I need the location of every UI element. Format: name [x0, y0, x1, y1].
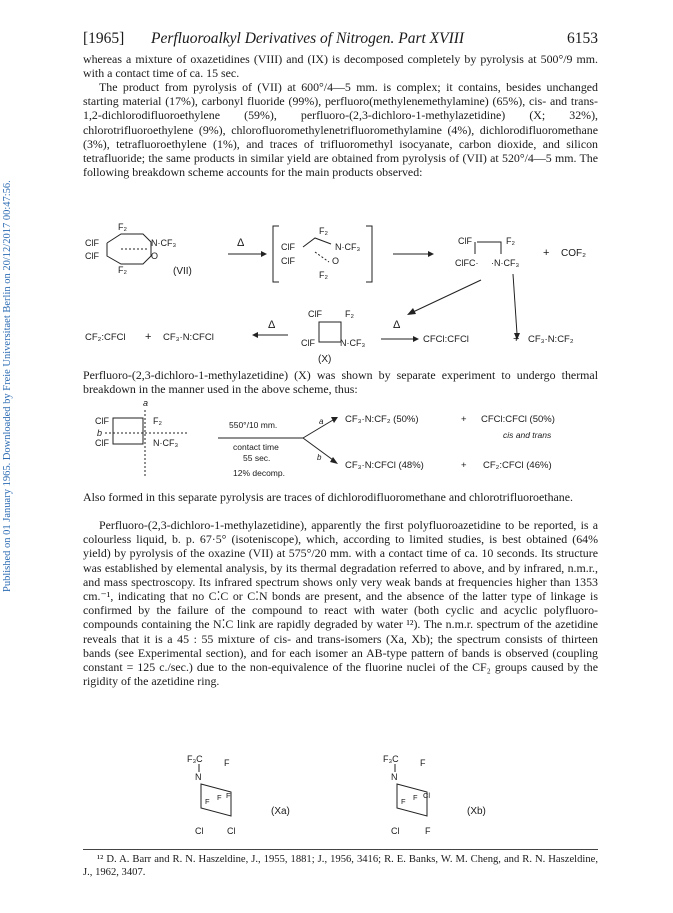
xb-f3c: F₃C — [383, 754, 399, 764]
s2-ncf3: N·CF₃ — [153, 438, 179, 448]
xa-cl-1: Cl — [195, 826, 204, 836]
condition-time: 55 sec. — [243, 453, 271, 463]
transition-state — [273, 226, 372, 282]
atom-clf-1: ClF — [85, 238, 99, 248]
xb-cl-top: Cl — [423, 791, 431, 800]
ts-clf-2: ClF — [281, 256, 295, 266]
compound-label-xa: (Xa) — [271, 806, 290, 817]
isomer-xb-structure — [383, 754, 486, 836]
xb-f-2: F — [413, 793, 418, 802]
path-a-label: a — [143, 398, 149, 408]
product-a2-note: cis and trans — [503, 430, 552, 440]
paragraph-1: whereas a mixture of oxazetidines (VIII) and (IX) is decomposed completely by pyrolysis at 500°/9 mm. with a contact time of ca. 15 sec. — [83, 52, 598, 81]
xa-n: N — [195, 772, 202, 782]
xa-f-top: F — [224, 758, 230, 768]
compound-label-x: (X) — [318, 354, 332, 365]
bi-clfc: ClFC· — [455, 258, 479, 268]
product-b2: CF₂:CFCl (46%) — [483, 460, 552, 471]
atom-clf-2: ClF — [85, 251, 99, 261]
isomer-xa-structure — [187, 754, 290, 836]
atom-f2-top: F₂ — [118, 222, 127, 232]
running-title: Perfluoroalkyl Derivatives of Nitrogen. Part XVIII — [151, 30, 465, 47]
plus-a: + — [461, 414, 467, 425]
atom-ncf3: N·CF₃ — [151, 238, 177, 248]
ts-ncf3: N·CF₃ — [335, 242, 361, 252]
xa-f-2: F — [217, 793, 222, 802]
publication-sidebar-link[interactable]: Published on 01 January 1965. Downloaded by Freie Universitaet Berlin on 20/12/2017 00:47:56. — [2, 180, 13, 592]
breakdown-scheme — [83, 222, 598, 372]
product-cfclcfcl: CFCl:CFCl — [423, 334, 469, 345]
running-header — [83, 30, 598, 52]
x-ncf3: N·CF₃ — [340, 338, 366, 348]
ts-o: O — [332, 256, 340, 266]
atom-f2-bottom: F₂ — [118, 265, 127, 275]
compound-label-vii: (VII) — [173, 266, 192, 277]
plus-3: + — [513, 333, 520, 345]
product-b1: CF₃·N:CFCl (48%) — [345, 460, 424, 471]
x-f2: F₂ — [345, 309, 354, 319]
footnote-12: ¹² D. A. Barr and R. N. Haszeldine, J., 1955, 1881; J., 1956, 3416; R. E. Banks, W. M. Cheng, and R. N. Haszeldine, J., 1962, 3407. — [83, 854, 598, 878]
xb-f-top: F — [420, 758, 426, 768]
product-a1: CF₃·N:CF₂ (50%) — [345, 414, 419, 425]
delta-3: Δ — [393, 319, 401, 331]
condition-contact: contact time — [233, 442, 279, 452]
plus-1: + — [543, 247, 550, 259]
footnote-rule — [83, 849, 598, 850]
paragraph-5: Perfluoro-(2,3-dichloro-1-methylazetidine), apparently the first polyfluoroazetidine to be reported, is a colourless liquid, b. p. 67·5° (isoteniscope), which, according to limited studies, is best obtained (64% yield) by pyrolysis of the oxazine (VII) at 575°/20 mm. with a contact time of ca. 10 seconds. Its structure was established by elemental analysis, by its thermal degradation referred to above, and by infrared, n.m.r., and mass spectroscopy. Its infrared spectrum shows only very weak bands at frequencies higher than 1353 cm.⁻¹, indicating that no C⁚C or C⁚N bonds are present, and the absence of the latter type of linkage is confirmed by the failure of the compound to react with water (both cyclic and acyclic polyfluoro-compounds containing the N⁚C link are rapidly degraded by water ¹²). The n.m.r. spectrum of the azetidine reveals that it is a 45 : 55 mixture of cis- and trans-isomers (Xa, Xb); the spectrum consists of thirteen bands (see Experimental section), and for each isomer an AB-type pattern of bands is observed (coupling constant = 125 c./sec.) due to the non-equivalence of the fluorine nuclei of the CF₂ groups caused by the rigidity of the azetidine ring. — [83, 518, 598, 689]
paragraph-3: Perfluoro-(2,3-dichloro-1-methylazetidine) (X) was shown by separate experiment to undergo thermal breakdown in the manner used in the above scheme, thus: — [83, 368, 598, 397]
page-number: 6153 — [567, 30, 598, 47]
path-b-label: b — [97, 428, 103, 438]
xb-cl-1: Cl — [391, 826, 400, 836]
arrow-b-label: b — [317, 453, 322, 462]
isomer-structures — [83, 752, 598, 844]
s2-clf-2: ClF — [95, 438, 109, 448]
bi-f2: F₂ — [506, 236, 515, 246]
x-clf-1: ClF — [308, 309, 322, 319]
product-cf2cfcl: CF₂:CFCl — [85, 332, 126, 343]
product-a2: CFCl:CFCl (50%) — [481, 414, 555, 425]
ts-clf-1: ClF — [281, 242, 295, 252]
xa-f3c: F₃C — [187, 754, 203, 764]
product-cof2: COF₂ — [561, 248, 586, 259]
xb-f-1: F — [401, 797, 406, 806]
compound-label-xb: (Xb) — [467, 806, 486, 817]
s2-clf-1: ClF — [95, 416, 109, 426]
delta-2: Δ — [268, 319, 276, 331]
ts-f2-bottom: F₂ — [319, 270, 328, 280]
ts-f2-top: F₂ — [319, 226, 328, 236]
paragraph-4: Also formed in this separate pyrolysis are traces of dichlorodifluoromethane and chlorotrifluoroethane. — [83, 490, 574, 504]
s2-f2: F₂ — [153, 416, 162, 426]
xa-f-1: F — [205, 797, 210, 806]
plus-2: + — [145, 331, 152, 343]
year: [1965] — [83, 30, 125, 47]
paragraph-2: The product from pyrolysis of (VII) at 600°/4—5 mm. is complex; it contains, besides unchanged starting material (17%), carbonyl fluoride (99%), perfluoro(methylenemethylamine) (65%), cis- and trans-1,2-dichlorodifluoroethylene (59%), perfluoro-(2,3-dichloro-1-methylazetidine) (X; 32%), chlorotrifluoroethylene (9%), chlorofluoromethylenetrifluoromethylamine (4%), dichlorodifluoromethane (3%), tetrafluoroethylene (1%), and traces of trifluoromethyl isocyanate, carbon dioxide, and silicon tetrafluoride; the same products in similar yield are obtained from pyrolysis of (VII) at 520°/4—5 mm. The following breakdown scheme accounts for the main products observed: — [83, 80, 598, 180]
xb-n: N — [391, 772, 398, 782]
bi-clf: ClF — [458, 236, 472, 246]
atom-o: O — [151, 251, 159, 261]
condition-decomp: 12% decomp. — [233, 468, 285, 478]
x-clf-2: ClF — [301, 338, 315, 348]
condition-temp: 550°/10 mm. — [229, 420, 278, 430]
plus-b: + — [461, 460, 467, 471]
xa-f-3: F — [226, 791, 231, 800]
azetidine-x-structure — [301, 309, 365, 365]
xa-cl-2: Cl — [227, 826, 236, 836]
product-cf3ncf2: CF₃·N:CF₂ — [528, 334, 574, 345]
bi-ncf3: ·N·CF₃ — [491, 258, 520, 268]
product-cf3ncfcl: CF₃·N:CFCl — [163, 332, 214, 343]
oxazine-vii-structure — [85, 222, 192, 277]
delta-1: Δ — [237, 237, 245, 249]
arrow-a-label: a — [319, 417, 324, 426]
xb-f-bottom: F — [425, 826, 431, 836]
biradical-intermediate — [455, 236, 519, 268]
azetidine-breakdown-scheme — [83, 398, 598, 486]
